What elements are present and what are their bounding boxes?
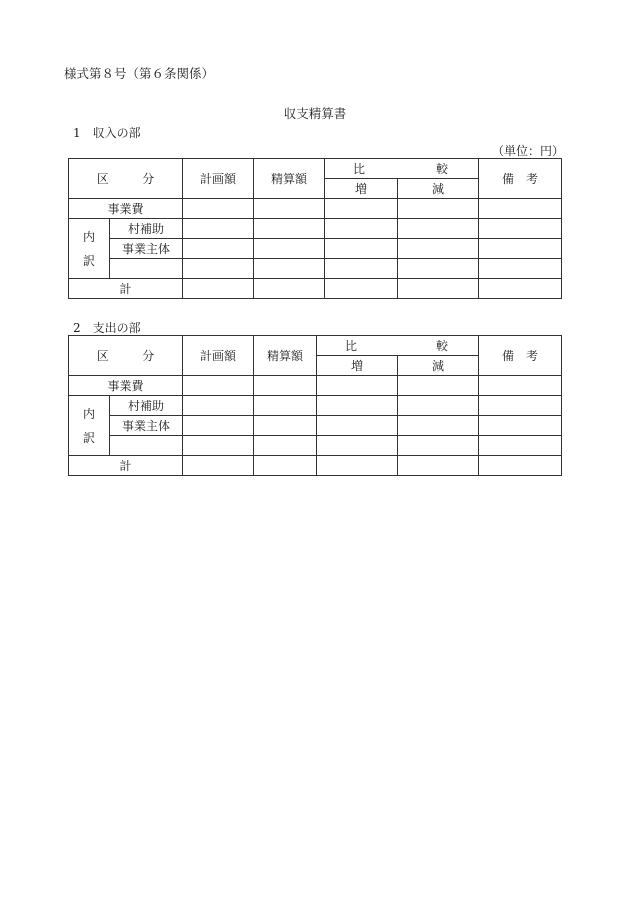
table-cell[interactable] xyxy=(479,416,562,436)
table-cell[interactable] xyxy=(398,259,479,279)
table-cell[interactable] xyxy=(183,239,254,259)
breakdown-char-1: 内 xyxy=(82,406,95,421)
table-cell[interactable] xyxy=(479,456,562,476)
table-row xyxy=(69,199,562,219)
row-label-breakdown xyxy=(69,396,110,456)
table-row xyxy=(69,239,562,259)
row-label-project-cost: 事業費 xyxy=(69,376,183,396)
table-cell[interactable] xyxy=(317,376,398,396)
row-label-total: 計 xyxy=(69,456,183,476)
table-cell[interactable] xyxy=(183,259,254,279)
table-cell[interactable] xyxy=(325,279,398,299)
table-row xyxy=(69,396,562,416)
table-cell[interactable] xyxy=(254,219,325,239)
row-label-operator: 事業主体 xyxy=(110,416,183,436)
header-remarks: 備 考 xyxy=(479,336,562,376)
table-cell[interactable] xyxy=(325,219,398,239)
table-cell[interactable] xyxy=(254,199,325,219)
header-comparison xyxy=(325,159,479,179)
header-settlement-amount: 精算額 xyxy=(254,159,325,199)
header-increase: 増 xyxy=(325,179,398,199)
table-cell[interactable] xyxy=(398,219,479,239)
header-comparison-hi: 比 xyxy=(345,338,358,353)
table-cell[interactable] xyxy=(398,239,479,259)
table-row xyxy=(69,219,562,239)
table-cell[interactable] xyxy=(254,396,317,416)
table-cell[interactable] xyxy=(110,436,183,456)
header-plan-amount: 計画額 xyxy=(183,336,254,376)
header-comparison-kaku: 較 xyxy=(436,338,449,353)
table-cell[interactable] xyxy=(317,416,398,436)
table-cell[interactable] xyxy=(479,259,562,279)
breakdown-char-2: 訳 xyxy=(82,253,95,268)
table-cell[interactable] xyxy=(398,416,479,436)
section-heading-expense: 2 支出の部 xyxy=(73,321,141,335)
table-cell[interactable] xyxy=(398,396,479,416)
table-cell[interactable] xyxy=(325,239,398,259)
header-comparison xyxy=(317,336,479,356)
table-cell[interactable] xyxy=(254,436,317,456)
row-label-total: 計 xyxy=(69,279,183,299)
table-header-row xyxy=(69,336,562,356)
table-row xyxy=(69,416,562,436)
table-cell[interactable] xyxy=(317,436,398,456)
row-label-village-subsidy: 村補助 xyxy=(110,396,183,416)
breakdown-char-2: 訳 xyxy=(82,430,95,445)
table-cell[interactable] xyxy=(479,279,562,299)
table-row xyxy=(69,279,562,299)
table-cell[interactable] xyxy=(325,199,398,219)
header-decrease: 減 xyxy=(398,179,479,199)
unit-label: （単位：円） xyxy=(491,144,564,158)
document-title: 収支精算書 xyxy=(283,106,347,121)
row-label-project-cost: 事業費 xyxy=(69,199,183,219)
table-cell[interactable] xyxy=(398,199,479,219)
table-cell[interactable] xyxy=(317,396,398,416)
table-cell[interactable] xyxy=(183,456,254,476)
row-label-breakdown xyxy=(69,219,110,279)
table-cell[interactable] xyxy=(398,436,479,456)
row-label-village-subsidy: 村補助 xyxy=(110,219,183,239)
table-cell[interactable] xyxy=(479,239,562,259)
header-increase: 増 xyxy=(317,356,398,376)
table-cell[interactable] xyxy=(254,416,317,436)
table-cell[interactable] xyxy=(479,376,562,396)
table-cell[interactable] xyxy=(183,199,254,219)
table-cell[interactable] xyxy=(479,219,562,239)
header-kubun: 区 分 xyxy=(69,336,183,376)
table-cell[interactable] xyxy=(254,456,317,476)
table-cell[interactable] xyxy=(317,456,398,476)
table-cell[interactable] xyxy=(479,436,562,456)
table-cell[interactable] xyxy=(325,259,398,279)
header-comparison-kaku: 較 xyxy=(436,161,449,176)
row-label-operator: 事業主体 xyxy=(110,239,183,259)
header-remarks: 備 考 xyxy=(479,159,562,199)
table-cell[interactable] xyxy=(398,279,479,299)
income-table xyxy=(68,158,562,299)
table-header-row xyxy=(69,159,562,179)
table-cell[interactable] xyxy=(254,376,317,396)
table-row xyxy=(69,259,562,279)
table-cell[interactable] xyxy=(183,279,254,299)
table-cell[interactable] xyxy=(183,436,254,456)
table-row xyxy=(69,456,562,476)
header-settlement-amount: 精算額 xyxy=(254,336,317,376)
table-cell[interactable] xyxy=(110,259,183,279)
header-decrease: 減 xyxy=(398,356,479,376)
header-plan-amount: 計画額 xyxy=(183,159,254,199)
form-number: 様式第８号（第６条関係） xyxy=(64,66,215,81)
table-cell[interactable] xyxy=(183,219,254,239)
table-cell[interactable] xyxy=(183,416,254,436)
expense-table xyxy=(68,335,562,476)
table-cell[interactable] xyxy=(183,396,254,416)
table-cell[interactable] xyxy=(479,396,562,416)
header-kubun: 区 分 xyxy=(69,159,183,199)
table-cell[interactable] xyxy=(254,279,325,299)
table-cell[interactable] xyxy=(254,239,325,259)
table-cell[interactable] xyxy=(398,456,479,476)
table-cell[interactable] xyxy=(398,376,479,396)
header-comparison-hi: 比 xyxy=(353,161,366,176)
table-row xyxy=(69,376,562,396)
table-row xyxy=(69,436,562,456)
section-heading-income: 1 収入の部 xyxy=(73,126,141,140)
breakdown-char-1: 内 xyxy=(82,229,95,244)
table-cell[interactable] xyxy=(479,199,562,219)
table-cell[interactable] xyxy=(254,259,325,279)
table-cell[interactable] xyxy=(183,376,254,396)
